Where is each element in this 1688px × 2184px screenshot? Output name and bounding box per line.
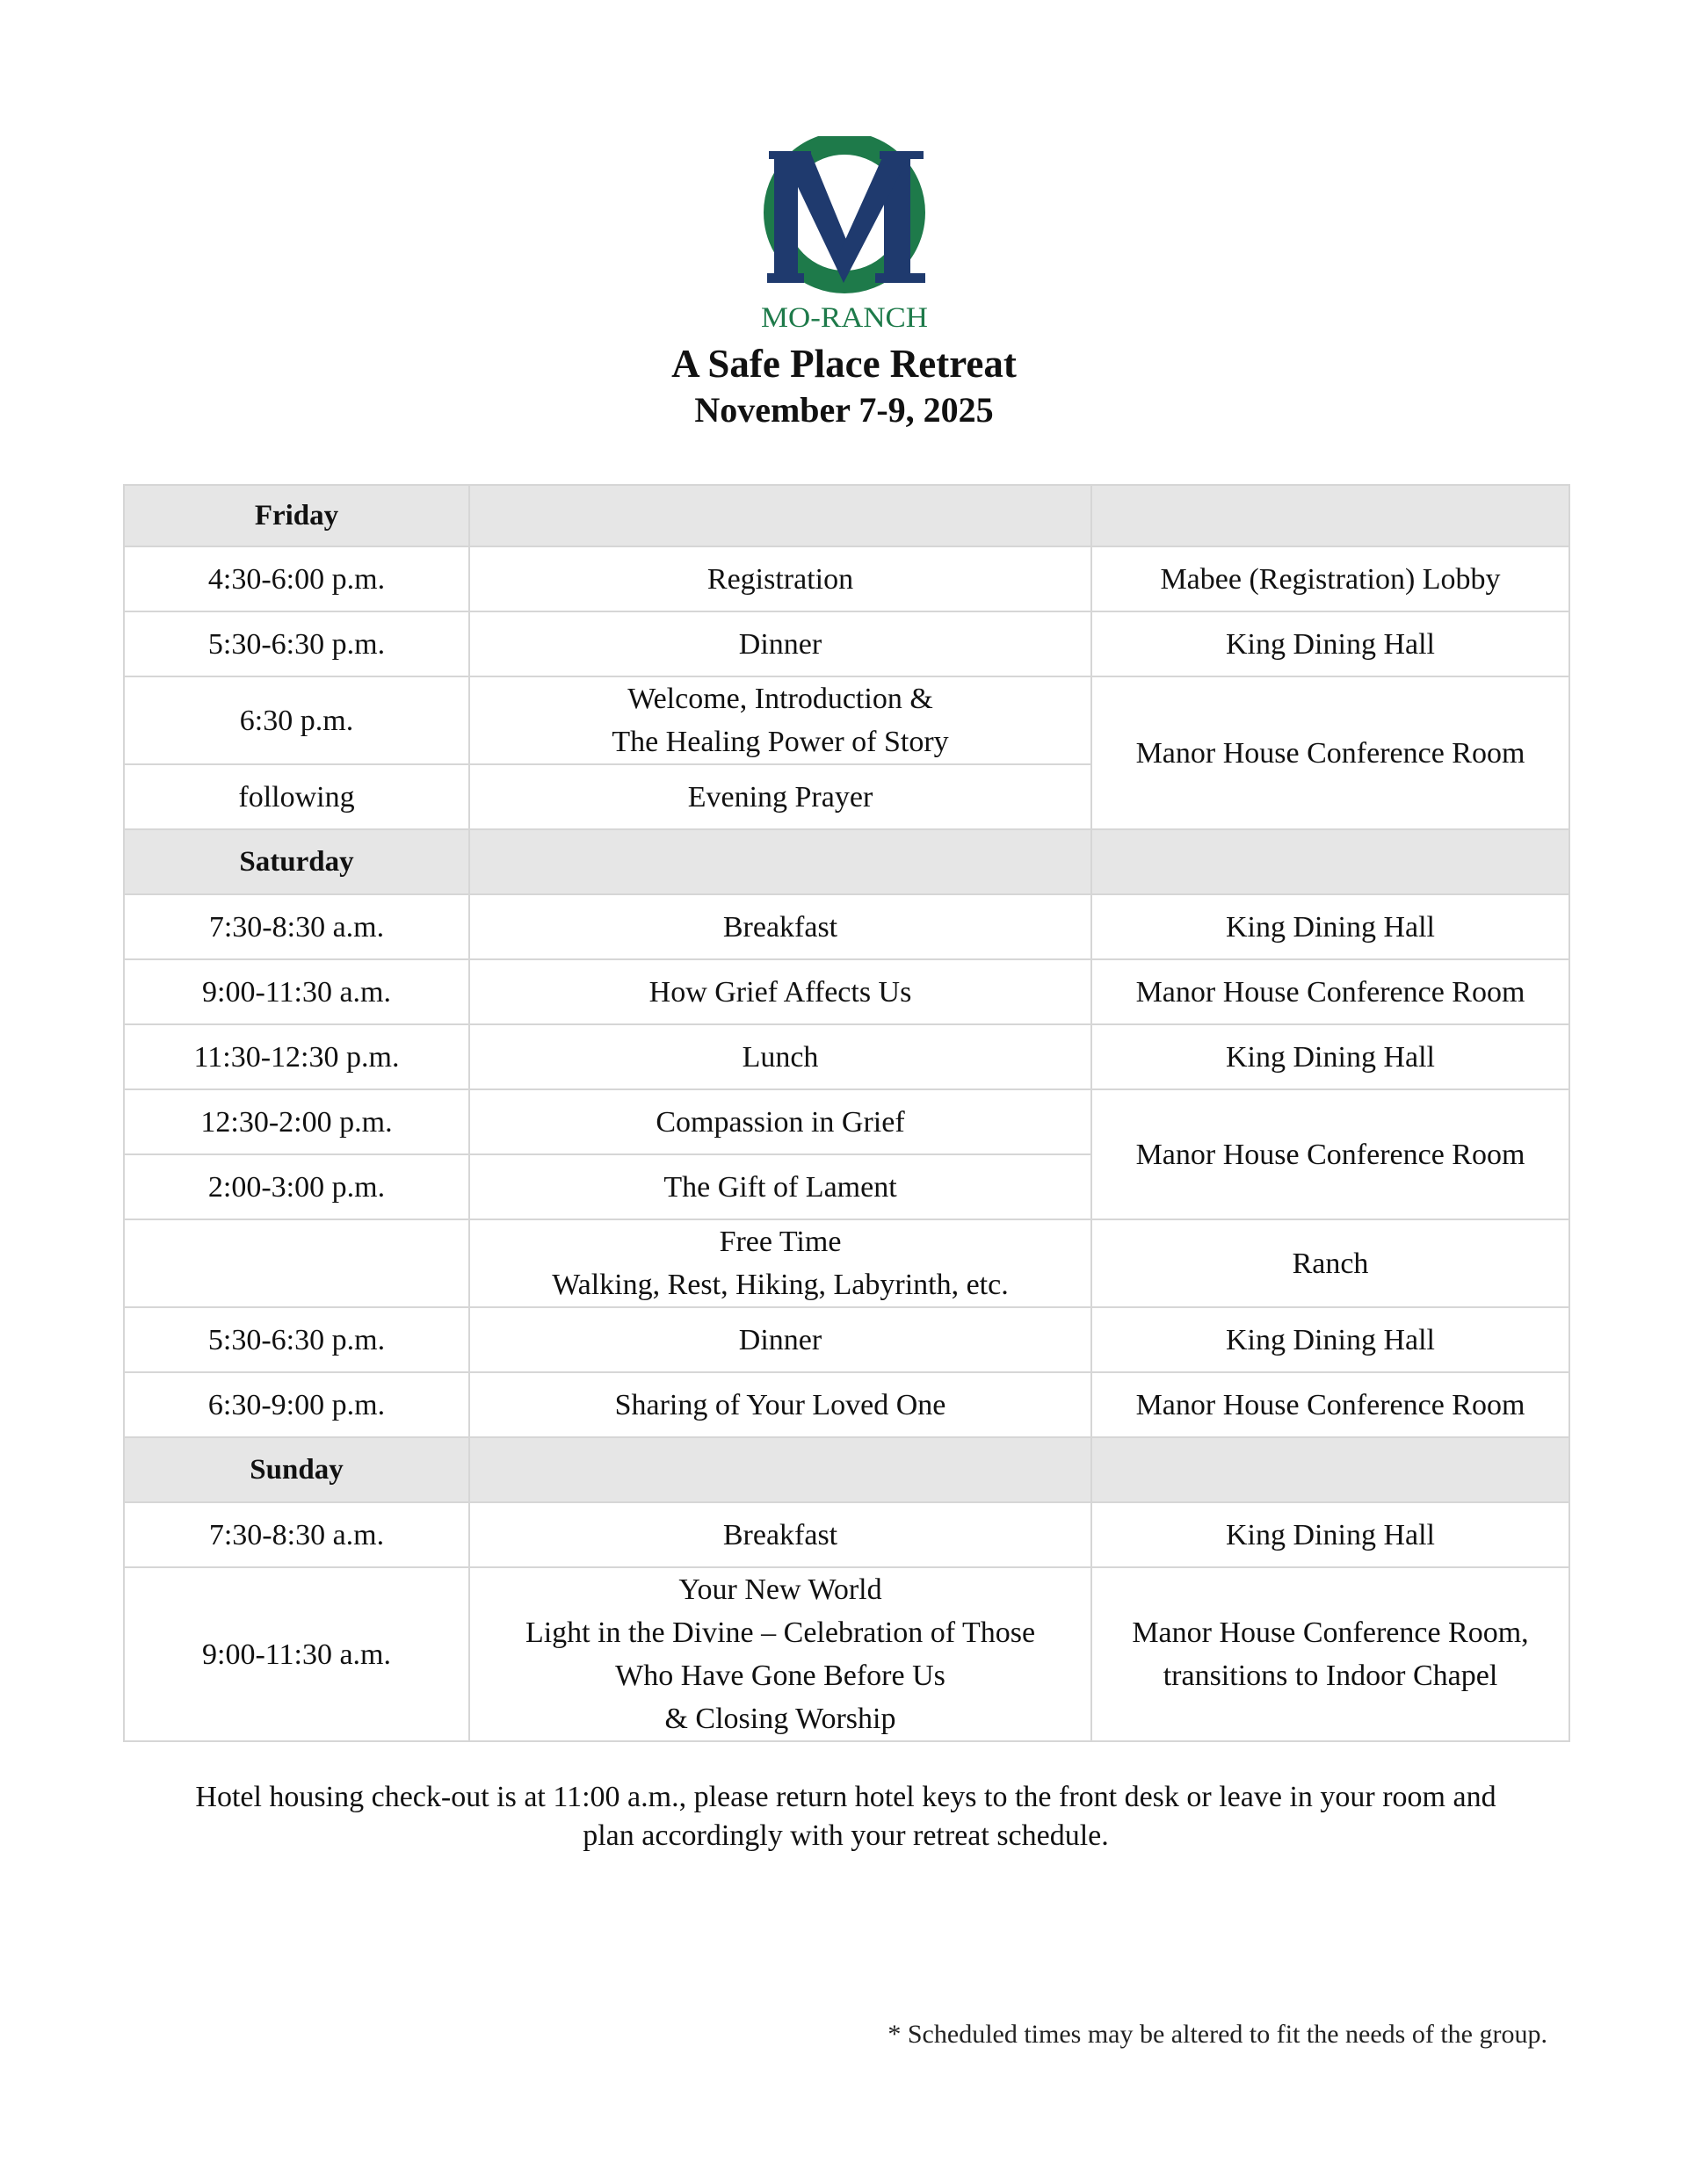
table-row (124, 676, 1569, 764)
event-line: The Healing Power of Story (612, 726, 949, 758)
time-cell: 11:30-12:30 p.m. (124, 1024, 469, 1089)
day-label: Friday (124, 485, 469, 546)
table-row (124, 1024, 1569, 1089)
mo-ranch-logo (756, 136, 936, 334)
location-cell: King Dining Hall (1091, 1307, 1569, 1372)
day-header-blank (469, 829, 1091, 894)
location-cell: Manor House Conference Room (1091, 1372, 1569, 1437)
event-cell: Sharing of Your Loved One (469, 1372, 1091, 1437)
time-cell: 12:30-2:00 p.m. (124, 1089, 469, 1154)
event-line: Your New World (678, 1573, 882, 1606)
event-cell: Evening Prayer (469, 764, 1091, 829)
location-cell: Mabee (Registration) Lobby (1091, 546, 1569, 611)
table-row (124, 611, 1569, 676)
time-cell: 7:30-8:30 a.m. (124, 1502, 469, 1567)
location-cell: Manor House Conference Room (1091, 1089, 1569, 1219)
table-row (124, 546, 1569, 611)
time-cell: following (124, 764, 469, 829)
event-line: Free Time (719, 1226, 842, 1258)
time-cell: 9:00-11:30 a.m. (124, 1567, 469, 1741)
checkout-notice (123, 1778, 1568, 1855)
table-row (124, 1219, 1569, 1307)
page-title: A Safe Place Retreat (671, 342, 1017, 386)
event-line: Who Have Gone Before Us (615, 1660, 945, 1692)
table-row (124, 959, 1569, 1024)
time-cell: 4:30-6:00 p.m. (124, 546, 469, 611)
time-cell: 6:30-9:00 p.m. (124, 1372, 469, 1437)
location-cell: Ranch (1091, 1219, 1569, 1307)
location-line: Manor House Conference Room, (1132, 1616, 1529, 1649)
table-row (124, 1089, 1569, 1154)
day-header-blank (1091, 829, 1569, 894)
event-dates: November 7-9, 2025 (694, 390, 994, 430)
event-line: Light in the Divine – Celebration of Those (525, 1616, 1036, 1649)
event-cell: Dinner (469, 611, 1091, 676)
mo-ranch-logo-mark (756, 136, 936, 334)
day-label: Sunday (124, 1437, 469, 1502)
location-cell: Manor House Conference Room (1091, 959, 1569, 1024)
day-header-row (124, 1437, 1569, 1502)
event-cell: Lunch (469, 1024, 1091, 1089)
day-header-blank (469, 485, 1091, 546)
event-cell: Breakfast (469, 1502, 1091, 1567)
table-row (124, 894, 1569, 959)
logo-wordmark: MO-RANCH (761, 302, 928, 334)
event-cell: Compassion in Grief (469, 1089, 1091, 1154)
time-cell (124, 1219, 469, 1307)
time-cell: 6:30 p.m. (124, 676, 469, 764)
event-cell: Dinner (469, 1307, 1091, 1372)
table-row (124, 1567, 1569, 1741)
location-cell: King Dining Hall (1091, 611, 1569, 676)
event-cell: The Gift of Lament (469, 1154, 1091, 1219)
day-label: Saturday (124, 829, 469, 894)
time-cell: 2:00-3:00 p.m. (124, 1154, 469, 1219)
time-cell: 7:30-8:30 a.m. (124, 894, 469, 959)
event-line: & Closing Worship (664, 1703, 896, 1735)
checkout-line: plan accordingly with your retreat schedule. (583, 1819, 1109, 1852)
location-cell: Manor House Conference Room (1091, 676, 1569, 829)
event-cell: Registration (469, 546, 1091, 611)
location-cell: King Dining Hall (1091, 1502, 1569, 1567)
table-row (124, 1372, 1569, 1437)
day-header-row (124, 485, 1569, 546)
time-cell: 5:30-6:30 p.m. (124, 1307, 469, 1372)
location-cell (1091, 1567, 1569, 1741)
location-cell: King Dining Hall (1091, 1024, 1569, 1089)
event-line: Welcome, Introduction & (627, 683, 933, 715)
event-cell (469, 1567, 1091, 1741)
schedule-disclaimer: * Scheduled times may be altered to fit the needs of the group. (887, 2020, 1547, 2049)
logo-letter-m (767, 151, 925, 283)
day-header-blank (1091, 485, 1569, 546)
table-row (124, 1502, 1569, 1567)
event-cell: Breakfast (469, 894, 1091, 959)
day-header-blank (469, 1437, 1091, 1502)
table-row (124, 1307, 1569, 1372)
time-cell: 9:00-11:30 a.m. (124, 959, 469, 1024)
event-cell (469, 1219, 1091, 1307)
checkout-line: Hotel housing check-out is at 11:00 a.m., please return hotel keys to the front desk or leave in your room and (195, 1781, 1496, 1813)
location-line: transitions to Indoor Chapel (1163, 1660, 1498, 1692)
time-cell: 5:30-6:30 p.m. (124, 611, 469, 676)
schedule-table (123, 484, 1570, 1742)
event-line: Walking, Rest, Hiking, Labyrinth, etc. (552, 1269, 1009, 1301)
day-header-row (124, 829, 1569, 894)
event-cell (469, 676, 1091, 764)
location-cell: King Dining Hall (1091, 894, 1569, 959)
event-cell: How Grief Affects Us (469, 959, 1091, 1024)
day-header-blank (1091, 1437, 1569, 1502)
